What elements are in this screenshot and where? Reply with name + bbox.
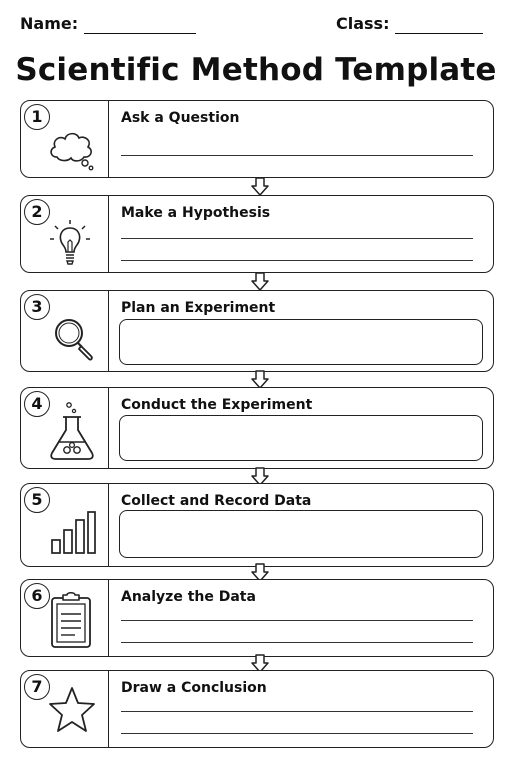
step-title: Plan an Experiment <box>121 300 276 316</box>
step-7-card <box>20 670 494 748</box>
step-title: Ask a Question <box>121 110 240 126</box>
step-4-card <box>20 387 494 469</box>
step-title: Collect and Record Data <box>121 493 312 509</box>
answer-line[interactable] <box>121 733 473 734</box>
step-icon-cell <box>21 388 109 468</box>
answer-line[interactable] <box>121 711 473 712</box>
page-title: Scientific Method Template <box>15 52 497 88</box>
step-number: 2 <box>24 199 50 225</box>
down-arrow-icon <box>250 272 270 292</box>
answer-line[interactable] <box>121 260 473 261</box>
step-icon-cell <box>21 101 109 177</box>
name-field <box>20 14 196 34</box>
step-number: 6 <box>24 583 50 609</box>
answer-box[interactable] <box>119 510 483 558</box>
step-title: Analyze the Data <box>121 589 256 605</box>
clipboard-icon <box>49 590 93 650</box>
class-field <box>336 14 483 34</box>
name-blank[interactable] <box>84 16 196 34</box>
answer-line[interactable] <box>121 620 473 621</box>
class-label: Class: <box>336 14 390 33</box>
thought-cloud-icon <box>47 123 97 171</box>
step-title: Draw a Conclusion <box>121 680 267 696</box>
step-title: Conduct the Experiment <box>121 397 313 413</box>
step-icon-cell <box>21 196 109 272</box>
flask-icon <box>47 400 97 462</box>
step-6-card <box>20 579 494 657</box>
answer-box[interactable] <box>119 415 483 461</box>
step-title: Make a Hypothesis <box>121 205 271 221</box>
step-icon-cell <box>21 580 109 656</box>
answer-line[interactable] <box>121 155 473 156</box>
step-number: 1 <box>24 104 50 130</box>
down-arrow-icon <box>250 177 270 197</box>
step-1-card <box>20 100 494 178</box>
step-number: 7 <box>24 674 50 700</box>
answer-line[interactable] <box>121 642 473 643</box>
name-label: Name: <box>20 14 79 33</box>
star-icon <box>47 685 97 735</box>
answer-line[interactable] <box>121 238 473 239</box>
bar-chart-icon <box>47 508 97 556</box>
step-2-card <box>20 195 494 273</box>
header-row <box>20 14 476 38</box>
answer-box[interactable] <box>119 319 483 365</box>
step-number: 3 <box>24 294 50 320</box>
class-blank[interactable] <box>395 16 483 34</box>
step-number: 4 <box>24 391 50 417</box>
step-5-card <box>20 483 494 567</box>
lightbulb-icon <box>45 218 95 268</box>
step-icon-cell <box>21 291 109 371</box>
step-number: 5 <box>24 487 50 513</box>
step-3-card <box>20 290 494 372</box>
magnifying-glass-icon <box>49 315 99 363</box>
step-icon-cell <box>21 671 109 747</box>
step-icon-cell <box>21 484 109 566</box>
